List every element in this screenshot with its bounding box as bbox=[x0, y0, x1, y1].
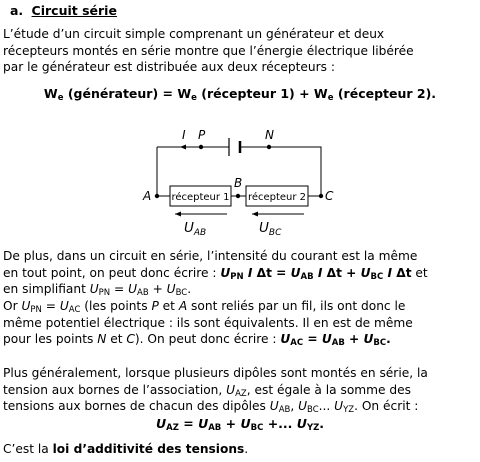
paragraph-generalisation bbox=[3, 365, 477, 415]
recepteur-2-label: récepteur 2 bbox=[247, 192, 307, 203]
section-marker: a. bbox=[10, 3, 24, 18]
point-p-dot bbox=[199, 145, 203, 149]
arrowhead-bc bbox=[252, 212, 258, 217]
para4-line-3: tensions aux bornes de chacun des dipôles $U_{AB}$, $U_{BC}$... $U_{YZ}$. On écrit : bbox=[3, 399, 419, 416]
para3-line-1: Or $U_{PN} = U_{AC}$ (les points P et A sont reliés par un fil, ils ont donc le bbox=[3, 299, 406, 315]
conclusion-text: C’est la bbox=[3, 442, 53, 456]
arrowhead-ab bbox=[175, 212, 181, 217]
label-current-i: I bbox=[182, 128, 186, 142]
recepteur-1-label: récepteur 1 bbox=[171, 192, 230, 203]
section-title: Circuit série bbox=[31, 3, 117, 18]
para4-line-1: Plus généralement, lorsque plusieurs dipôles sont montés en série, la bbox=[3, 366, 428, 380]
paragraph-current bbox=[3, 248, 477, 298]
label-point-b: B bbox=[234, 176, 243, 190]
wire-top-right bbox=[240, 147, 321, 196]
label-ubc: $U_{BC}$ bbox=[259, 220, 282, 238]
eq-symbol: W bbox=[313, 86, 328, 101]
para2-line-2: en tout point, on peut donc écrire : $U_{PN}$ I $\Delta t = U_{AB}$ I $\Delta t + U_{BC}$ I Δt et bbox=[3, 265, 428, 282]
para2-line-3: en simplifiant $U_{PN} = U_{AB} + U_{BC}$. bbox=[3, 282, 192, 299]
eq-text: (récepteur 1) + bbox=[196, 86, 314, 101]
eq-symbol: W bbox=[177, 86, 192, 101]
wire-left bbox=[157, 147, 170, 196]
voltage-additivity-equation: $U_{AZ} = U_{AB} + U_{BC}$ +... $U_{YZ}$. bbox=[155, 416, 325, 433]
label-uab: $U_{AB}$ bbox=[184, 220, 207, 238]
conclusion-end: . bbox=[244, 442, 249, 456]
para2-line-1: De plus, dans un circuit en série, l’intensité du courant est la même bbox=[3, 249, 418, 263]
eq-text: (récepteur 2). bbox=[333, 86, 437, 101]
para4-line-2: tension aux bornes de l’association, $U_{AZ}$, est égale à la somme des bbox=[3, 382, 412, 399]
label-point-c: C bbox=[325, 189, 334, 203]
eq-text: (générateur) = bbox=[63, 86, 178, 101]
point-a-dot bbox=[155, 194, 159, 198]
eq-sub: e bbox=[57, 93, 64, 103]
point-c-dot bbox=[319, 194, 323, 198]
paragraph-equipotential bbox=[3, 298, 477, 348]
conclusion bbox=[3, 441, 477, 458]
eq-sub: e bbox=[327, 93, 334, 103]
current-arrowhead bbox=[180, 145, 186, 150]
intro-line-2: récepteurs montés en série montre que l’énergie électrique libérée bbox=[3, 43, 414, 58]
label-point-a: A bbox=[143, 189, 152, 203]
intro-line-1: L’étude d’un circuit simple comprenant un générateur et deux bbox=[3, 27, 385, 41]
intro-line-3: par le générateur est distribuée aux deux récepteurs : bbox=[3, 60, 335, 75]
label-point-p: P bbox=[198, 128, 206, 142]
conclusion-law: loi d’additivité des tensions bbox=[52, 442, 245, 456]
eq-symbol: W bbox=[43, 86, 58, 101]
label-point-n: N bbox=[265, 128, 274, 142]
point-b-dot bbox=[236, 194, 240, 198]
point-n-dot bbox=[267, 145, 271, 149]
eq-sub: e bbox=[191, 93, 197, 103]
para3-line-3: pour les points N et C). On peut donc écrire : $U_{AC} = U_{AB} + U_{BC}$. bbox=[3, 332, 391, 349]
para3-line-2: même potentiel électrique : ils sont équivalents. Il en est de même bbox=[3, 315, 413, 330]
